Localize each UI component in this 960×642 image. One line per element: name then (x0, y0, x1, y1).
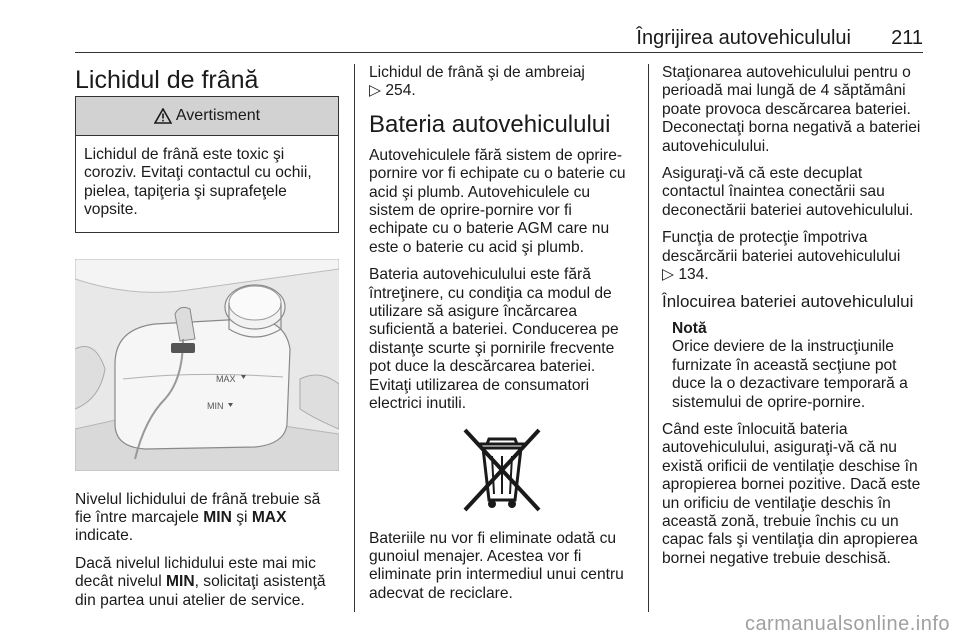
paragraph: Asiguraţi-vă că este decuplat contactul înaintea conectării sau deconectării bateriei autovehiculului. (662, 165, 914, 219)
column-divider (648, 64, 649, 612)
max-mark: MAX (251, 509, 287, 527)
column-1 (75, 96, 339, 619)
page-number: 211 (891, 27, 923, 49)
paragraph: Când este înlocuită bateria autovehiculului, asiguraţi-vă că nu există orificii de ventilaţie deschise în apropierea bornei pozitive. Dacă este un orificiu de ventilaţie deschis în această zonă, trebuie închis cu un capac fals şi ventilaţia din apropierea bornei negative trebuie deschisă. (662, 420, 921, 567)
page-header (75, 22, 923, 53)
note-title: Notă (672, 319, 707, 337)
cross-reference[interactable]: Lichidul de frână şi de ambreiaj ▷ 254. (369, 64, 585, 100)
cross-reference[interactable]: Funcţia de protecţie împotriva descărcării bateriei autovehiculului ▷ 134. (662, 229, 901, 284)
column-divider (354, 64, 355, 612)
min-mark: MIN (166, 573, 195, 591)
column-2 (369, 64, 635, 612)
reference-page: 254. (385, 82, 416, 100)
reference-page: 134. (678, 266, 709, 284)
reference-arrow-icon: ▷ (369, 82, 381, 100)
paragraph: Nivelul lichidului de frână trebuie să fie între marcajele MIN şi MAX indicate. (75, 490, 321, 545)
paragraph: Staţionarea autovehiculului pentru o perioadă mai lungă de 4 săptămâni poate provoca descărcarea bateriei. Deconectaţi borna negativă a bateriei autovehiculului. (662, 64, 921, 155)
warning-triangle-icon (154, 108, 172, 124)
min-mark-label: MIN (207, 400, 224, 411)
min-mark: MIN (203, 509, 232, 527)
heading-battery: Bateria autovehiculului (369, 110, 611, 138)
paragraph: Bateriile nu vor fi eliminate odată cu gunoiul menajer. Acestea vor fi eliminate prin intermediul unui centru adecvat de reciclare. (369, 529, 624, 602)
section-title: Lichidul de frână (75, 66, 259, 94)
crossed-out-bin-icon (369, 424, 635, 516)
running-title: Îngrijirea autovehiculului (636, 27, 851, 49)
paragraph: Bateria autovehiculului este fără întreţinere, cu condiţia ca modul de utilizare să asigure încărcarea suficientă a bateriei. Conducerea pe distanţe scurte şi pornirile frecvente pot duce la descărcarea bateriei. Evitaţi utilizarea de consumatori electrici inutili. (369, 266, 619, 413)
column-3 (662, 64, 928, 577)
reference-arrow-icon: ▷ (662, 266, 674, 284)
paragraph: Autovehiculele fără sistem de oprire-pornire vor fi echipate cu o baterie cu acid şi plumb. Autovehiculele cu sistem de oprire-pornire vor fi echipate cu o baterie AGM care nu este o baterie cu acid şi plumb. (369, 146, 626, 256)
note-box (672, 320, 928, 412)
heading-battery-replacement: Înlocuirea bateriei autovehiculului (662, 292, 914, 312)
warning-title: Avertisment (175, 106, 261, 124)
watermark: carmanualsonline.info (744, 613, 950, 635)
warning-header (76, 97, 338, 136)
warning-text: Lichidul de frână este toxic şi coroziv. Evitaţi contactul cu ochii, pielea, tapiţeria şi suprafeţele vopsite. (84, 146, 312, 219)
max-mark-label: MAX (216, 373, 236, 384)
paragraph: Dacă nivelul lichidului este mai mic decât nivelul MIN, solicitaţi asistenţă din partea unui atelier de service. (75, 554, 326, 609)
brake-fluid-reservoir-illustration (75, 259, 339, 471)
note-text: Orice deviere de la instrucţiunile furnizate în această secţiune pot duce la o dezactivare temporară a sistemului de oprire-pornire. (672, 338, 908, 411)
warning-box (75, 96, 339, 233)
